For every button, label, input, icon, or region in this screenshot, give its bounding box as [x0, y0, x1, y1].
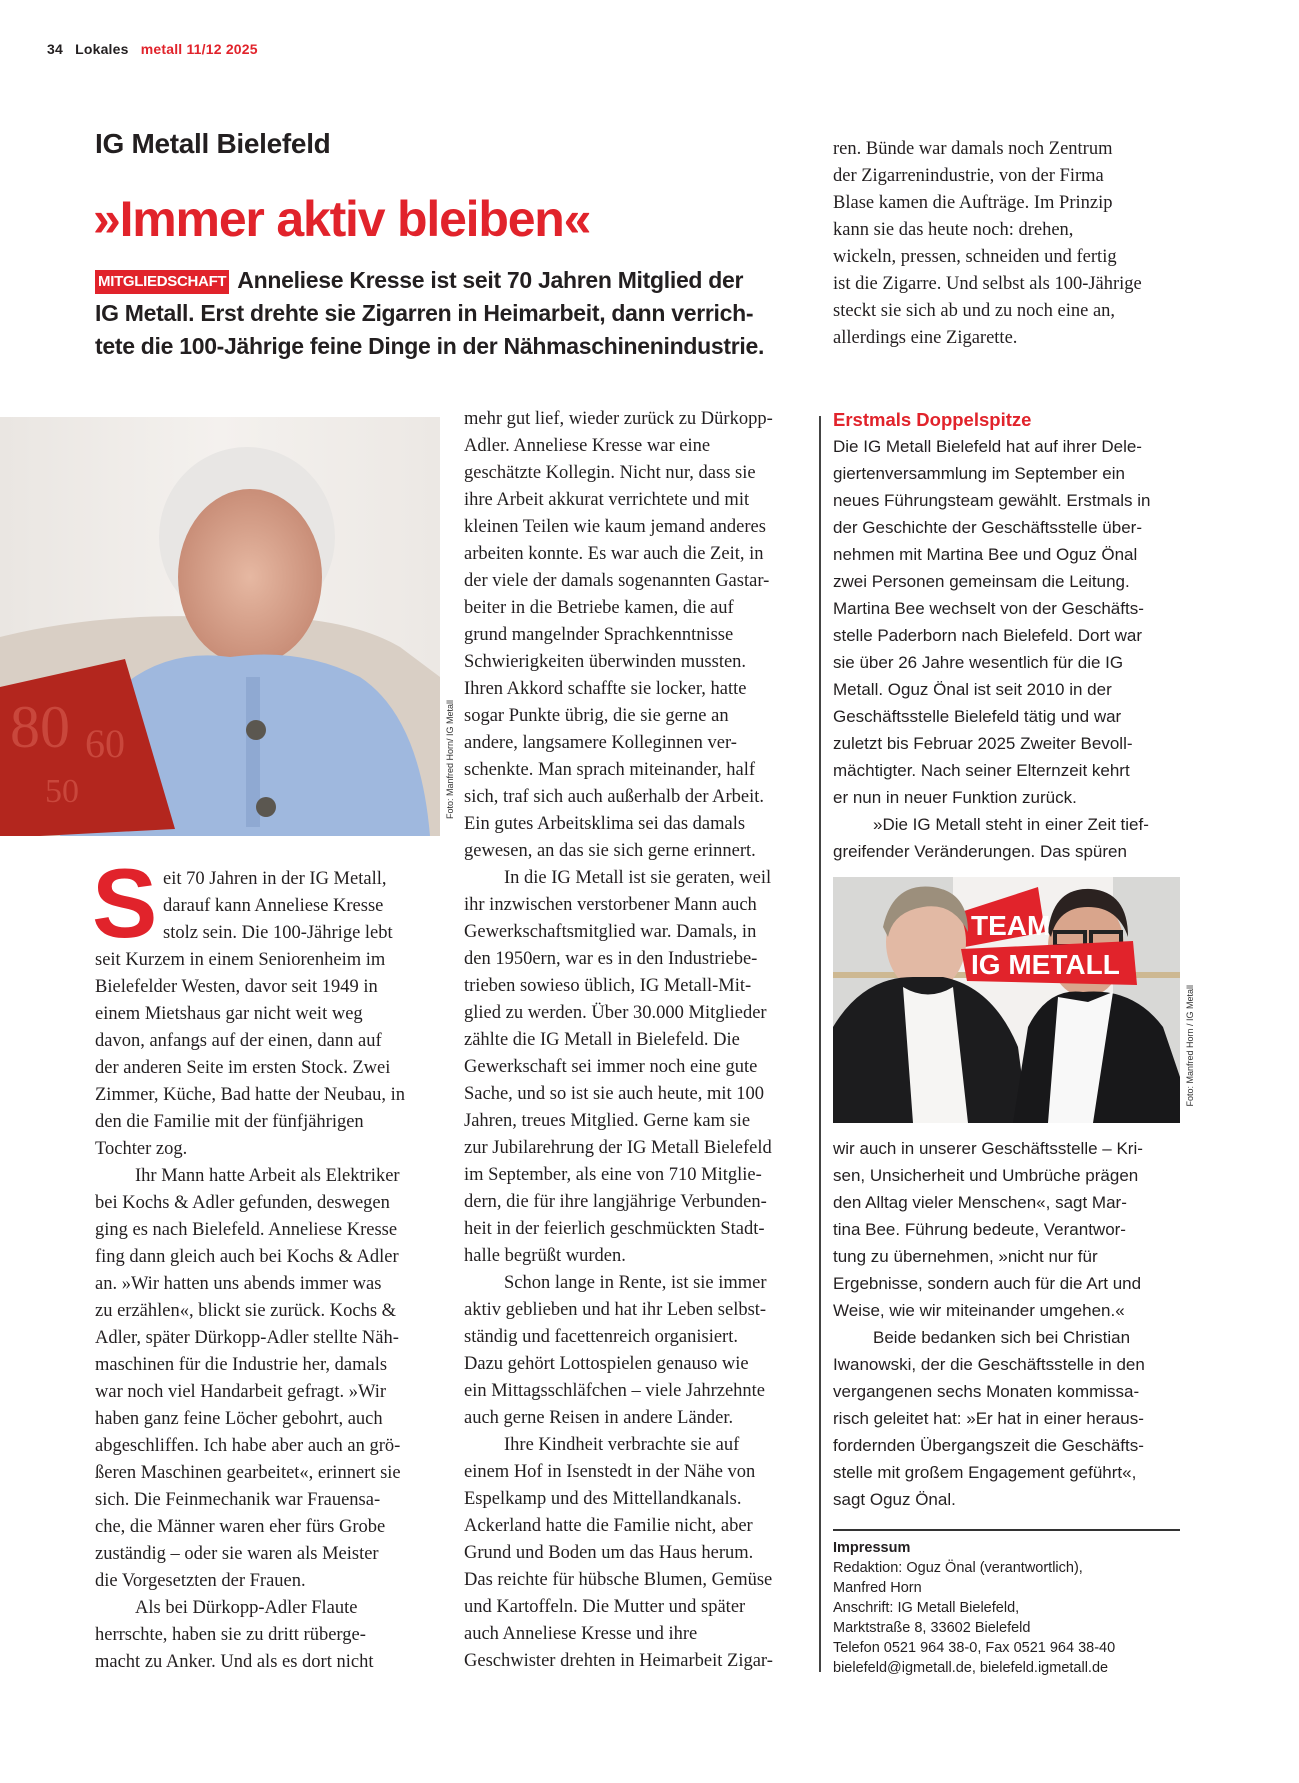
text-line: Ein gutes Arbeitsklima sei das damals: [464, 814, 746, 834]
text-line: vergangenen sechs Monaten kommissa-: [833, 1382, 1140, 1401]
impressum-line: Anschrift: IG Metall Bielefeld,: [833, 1600, 1020, 1616]
text-line: ist die Zigarre. Und selbst als 100-Jährige: [833, 274, 1142, 294]
text-line: bei Kochs & Adler gefunden, deswegen: [95, 1193, 390, 1213]
text-line: glied zu werden. Über 30.000 Mitglieder: [464, 1003, 767, 1023]
impressum: [833, 1538, 1115, 1678]
impressum-line: Redaktion: Oguz Önal (verantwortlich),: [833, 1560, 1083, 1576]
text-line: darauf kann Anneliese Kresse: [163, 896, 384, 916]
text-line: steckt sie sich ab und zu noch eine an,: [833, 301, 1116, 321]
text-line: war noch viel Handarbeit gefragt. »Wir: [95, 1382, 387, 1402]
text-line: ßeren Maschinen gearbeitet«, erinnert sie: [95, 1463, 401, 1483]
text-line: dern, die für ihre langjährige Verbunden-: [464, 1192, 767, 1212]
photo-credit: Foto: Manfred Horn / IG Metall: [1185, 985, 1195, 1107]
text-line: abgeschliffen. Ich habe aber auch an grö-: [95, 1436, 401, 1456]
text-line: sich. Die Feinmechanik war Frauensa-: [95, 1490, 381, 1510]
text-line: zuletzt bis Februar 2025 Zweiter Bevoll-: [833, 734, 1133, 753]
text-line: Das reichte für hübsche Blumen, Gemüse: [464, 1570, 773, 1590]
text-line: schenkte. Man sprach miteinander, half: [464, 760, 756, 780]
text-line: sen, Unsicherheit und Umbrüche prägen: [833, 1166, 1139, 1185]
sidebar-heading: Erstmals Doppelspitze: [833, 409, 1032, 430]
text-line: halle begrüßt wurden.: [464, 1246, 626, 1266]
lead-line: Anneliese Kresse ist seit 70 Jahren Mitglied der: [237, 267, 744, 293]
text-line: der Geschichte der Geschäftsstelle über-: [833, 518, 1142, 537]
text-line: Weise, wie wir miteinander umgehen.«: [833, 1301, 1125, 1320]
text-line: der anderen Seite im ersten Stock. Zwei: [95, 1058, 391, 1078]
text-line: im September, als eine von 710 Mitglie-: [464, 1165, 762, 1185]
text-line: Blase kamen die Aufträge. Im Prinzip: [833, 193, 1113, 213]
category-badge: MITGLIEDSCHAFT: [95, 270, 229, 294]
text-line: Schon lange in Rente, ist sie immer: [504, 1273, 767, 1293]
text-line: gewesen, an das sie sich gerne erinnert.: [464, 841, 756, 861]
text-line: wickeln, pressen, schneiden und fertig: [833, 247, 1117, 267]
text-line: ihre Arbeit akkurat verrichtete und mit: [464, 490, 750, 510]
text-line: Bielefelder Westen, davor seit 1949 in: [95, 977, 378, 997]
portrait-photo: [0, 417, 440, 836]
text-line: Geschäftsstelle Bielefeld tätig und war: [833, 707, 1122, 726]
text-line: grund mangelnder Sprachkenntnisse: [464, 625, 734, 645]
text-line: zur Jubilarehrung der IG Metall Bielefeld: [464, 1138, 772, 1158]
text-line: einem Hof in Isenstedt in der Nähe von: [464, 1462, 756, 1482]
issue-label: metall 11/12 2025: [140, 41, 258, 57]
banner-text: IG METALL: [971, 949, 1120, 980]
svg-text:60: 60: [85, 721, 125, 766]
text-line: Ihre Kindheit verbrachte sie auf: [504, 1435, 740, 1455]
text-line: andere, langsamere Kolleginnen ver-: [464, 733, 737, 753]
text-line: che, die Männer waren eher fürs Grobe: [95, 1517, 386, 1537]
text-line: heit in der feierlich geschmückten Stadt-: [464, 1219, 765, 1239]
impressum-line: Manfred Horn: [833, 1580, 922, 1596]
article-title: »Immer aktiv bleiben«: [93, 191, 591, 247]
text-line: eit 70 Jahren in der IG Metall,: [163, 869, 387, 889]
text-line: den 1950ern, war es in den Industriebe-: [464, 949, 758, 969]
text-line: kleinen Teilen wie kaum jemand anderes: [464, 517, 766, 537]
article-column-2: [464, 406, 814, 1675]
text-line: allerdings eine Zigarette.: [833, 328, 1018, 348]
text-line: Ergebnisse, sondern auch für die Art und: [833, 1274, 1142, 1293]
sidebar: [833, 406, 1193, 865]
text-line: risch geleitet hat: »Er hat in einer heraus-: [833, 1409, 1144, 1428]
text-line: ständig und facettenreich organisiert.: [464, 1327, 738, 1347]
lead-line: IG Metall. Erst drehte sie Zigarren in Heimarbeit, dann verrich-: [95, 300, 754, 326]
text-line: stelle Paderborn nach Bielefeld. Dort war: [833, 626, 1142, 645]
text-line: einem Mietshaus gar nicht weit weg: [95, 1004, 363, 1024]
text-line: zwei Personen gemeinsam die Leitung.: [833, 572, 1130, 591]
impressum-line: Marktstraße 8, 33602 Bielefeld: [833, 1620, 1031, 1636]
text-line: »Die IG Metall steht in einer Zeit tief-: [873, 815, 1149, 834]
impressum-line: Telefon 0521 964 38-0, Fax 0521 964 38-40: [833, 1640, 1116, 1656]
text-line: Sache, und so ist sie auch heute, mit 100: [464, 1084, 765, 1104]
text-line: Ihr Mann hatte Arbeit als Elektriker: [135, 1166, 400, 1186]
text-line: auch gerne Reisen in andere Länder.: [464, 1408, 734, 1428]
text-line: fordernden Übergangszeit die Geschäfts-: [833, 1436, 1144, 1455]
text-line: zuständig – oder sie waren als Meister: [95, 1544, 379, 1564]
text-line: mehr gut lief, wieder zurück zu Dürkopp-: [464, 409, 773, 429]
text-line: fing dann gleich auch bei Kochs & Adler: [95, 1247, 399, 1267]
text-line: er nun in neuer Funktion zurück.: [833, 788, 1077, 807]
text-line: kann sie das heute noch: drehen,: [833, 220, 1074, 240]
text-line: trieben sowieso üblich, IG Metall-Mit-: [464, 976, 752, 996]
impressum-line: bielefeld@igmetall.de, bielefeld.igmetall.de: [833, 1660, 1109, 1676]
text-line: auch Anneliese Kresse und ihre: [464, 1624, 698, 1644]
page-number: 34: [47, 41, 63, 57]
text-line: ren. Bünde war damals noch Zentrum: [833, 139, 1113, 159]
article-lead: [95, 264, 815, 363]
drop-cap: S: [92, 848, 158, 958]
text-line: Espelkamp und des Mittellandkanals.: [464, 1489, 742, 1509]
text-line: nehmen mit Martina Bee und Oguz Önal: [833, 545, 1138, 564]
sidebar-text: [833, 433, 1193, 865]
text-line: neues Führungsteam gewählt. Erstmals in: [833, 491, 1151, 510]
svg-text:80: 80: [10, 694, 70, 760]
text-line: Iwanowski, der die Geschäftsstelle in den: [833, 1355, 1145, 1374]
text-line: sogar Punkte übrig, die sie gerne an: [464, 706, 729, 726]
text-line: Jahren, treues Mitglied. Gerne kam sie: [464, 1111, 751, 1131]
svg-text:50: 50: [45, 773, 79, 810]
text-line: beiter in die Betriebe kamen, die auf: [464, 598, 734, 618]
text-line: Grund und Boden um das Haus herum.: [464, 1543, 754, 1563]
text-line: giertenversammlung im September ein: [833, 464, 1125, 483]
text-line: Dazu gehört Lottospielen genauso wie: [464, 1354, 749, 1374]
text-line: Ackerland hatte die Familie nicht, aber: [464, 1516, 753, 1536]
text-line: maschinen für die Industrie her, damals: [95, 1355, 388, 1375]
text-line: davon, anfangs auf der einen, dann auf: [95, 1031, 382, 1051]
text-line: haben ganz feine Löcher gebohrt, auch: [95, 1409, 383, 1429]
text-line: der Zigarrenindustrie, von der Firma: [833, 166, 1104, 186]
text-line: zählte die IG Metall in Bielefeld. Die: [464, 1030, 740, 1050]
impressum-rule: [833, 1529, 1180, 1531]
leadership-photo: [833, 877, 1180, 1123]
text-line: und Kartoffeln. Die Mutter und später: [464, 1597, 746, 1617]
text-line: den die Familie mit der fünfjährigen: [95, 1112, 364, 1132]
section-name: Lokales: [75, 41, 129, 57]
banner-text: TEAM: [971, 910, 1051, 941]
text-line: den Alltag vieler Menschen«, sagt Mar-: [833, 1193, 1127, 1212]
text-line: die Vorgesetzten der Frauen.: [95, 1571, 306, 1591]
text-line: macht zu Anker. Und als es dort nicht: [95, 1652, 374, 1672]
text-line: an. »Wir hatten uns abends immer was: [95, 1274, 382, 1294]
column-divider: [819, 416, 821, 1672]
lead-line: tete die 100-Jährige feine Dinge in der Nähmaschinenindustrie.: [95, 333, 765, 359]
text-line: geschätzte Kollegin. Nicht nur, dass sie: [464, 463, 756, 483]
text-line: Tochter zog.: [95, 1139, 188, 1159]
text-line: ihr inzwischen verstorbener Mann auch: [464, 895, 757, 915]
text-line: Geschwister drehten in Heimarbeit Zigar-: [464, 1651, 773, 1671]
text-line: ein Mittagsschläfchen – viele Jahrzehnte: [464, 1381, 766, 1401]
text-line: aktiv geblieben und hat ihr Leben selbst-: [464, 1300, 767, 1320]
text-line: tung zu übernehmen, »nicht nur für: [833, 1247, 1098, 1266]
text-line: herrschte, haben sie zu dritt rüberge-: [95, 1625, 366, 1645]
text-line: wir auch in unserer Geschäftsstelle – Kri-: [833, 1139, 1143, 1158]
text-line: In die IG Metall ist sie geraten, weil: [504, 868, 772, 888]
text-line: greifender Veränderungen. Das spüren: [833, 842, 1127, 861]
text-line: Die IG Metall Bielefeld hat auf ihrer Dele-: [833, 437, 1142, 456]
text-line: stelle mit großem Engagement geführt«,: [833, 1463, 1137, 1482]
text-line: Adler. Anneliese Kresse war eine: [464, 436, 711, 456]
text-line: mächtigter. Nach seiner Elternzeit kehrt: [833, 761, 1130, 780]
text-line: der viele der damals sogenannten Gastar-: [464, 571, 770, 591]
text-line: seit Kurzem in einem Seniorenheim im: [95, 950, 386, 970]
text-line: Metall. Oguz Önal ist seit 2010 in der: [833, 680, 1112, 699]
text-line: sie über 26 Jahre wesentlich für die IG: [833, 653, 1124, 672]
text-line: Beide bedanken sich bei Christian: [873, 1328, 1131, 1347]
text-line: Gewerkschaft sei immer noch eine gute: [464, 1057, 758, 1077]
impressum-heading: Impressum: [833, 1540, 911, 1556]
text-line: sagt Oguz Önal.: [833, 1490, 956, 1509]
text-line: Ihren Akkord schaffte sie locker, hatte: [464, 679, 747, 699]
text-line: Martina Bee wechselt von der Geschäfts-: [833, 599, 1144, 618]
text-line: ging es nach Bielefeld. Anneliese Kresse: [95, 1220, 398, 1240]
photo-credit: Foto: Manfred Horn/ IG Metall: [445, 700, 455, 820]
page-header: [47, 41, 266, 57]
text-line: arbeiten konnte. Es war auch die Zeit, in: [464, 544, 764, 564]
article-column-3: [833, 136, 1183, 352]
text-line: Zimmer, Küche, Bad hatte der Neubau, in: [95, 1085, 406, 1105]
text-line: Adler, später Dürkopp-Adler stellte Näh-: [95, 1328, 399, 1348]
text-line: Schwierigkeiten überwinden mussten.: [464, 652, 747, 672]
text-line: Als bei Dürkopp-Adler Flaute: [135, 1598, 358, 1618]
sidebar-text-continued: [833, 1135, 1193, 1513]
text-line: tina Bee. Führung bedeute, Verantwor-: [833, 1220, 1126, 1239]
text-line: stolz sein. Die 100-Jährige lebt: [163, 923, 393, 943]
article-kicker: IG Metall Bielefeld: [95, 128, 331, 159]
text-line: zu erzählen«, blickt sie zurück. Kochs &: [95, 1301, 397, 1321]
text-line: Gewerkschaftsmitglied war. Damals, in: [464, 922, 757, 942]
text-line: sich, traf sich auch außerhalb der Arbeit.: [464, 787, 764, 807]
article-column-1: [95, 866, 445, 1676]
